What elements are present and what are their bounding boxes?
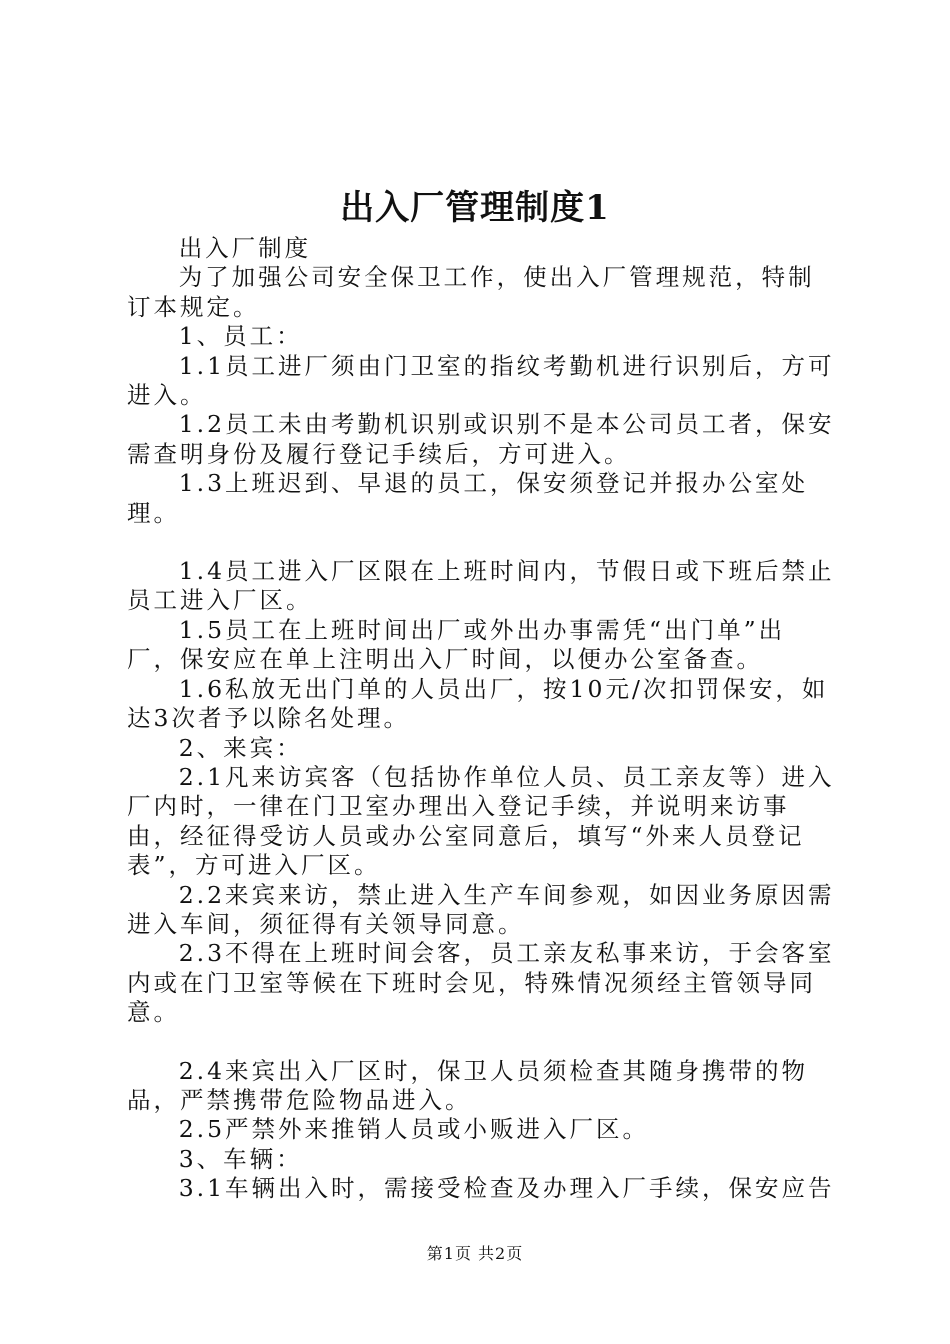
paragraph-intro: 为了加强公司安全保卫工作，使出入厂管理规范，特制订本规定。 bbox=[127, 263, 815, 321]
clause-1-5: 1.5员工在上班时间出厂或外出办事需凭“出门单”出厂，保安应在单上注明出入厂时间，以便办公室备查。 bbox=[127, 615, 786, 674]
section-heading-vehicles: 3、车辆： bbox=[178, 1144, 303, 1173]
clause-2-4: 2.4来宾出入厂区时，保卫人员须检查其随身携带的物品，严禁携带危险物品进入。 bbox=[127, 1056, 809, 1114]
clause-2-2: 2.2来宾来访，禁止进入生产车间参观，如因业务原因需进入车间，须征得有关领导同意。 bbox=[127, 880, 835, 938]
clause-3-1: 3.1车辆出入时，需接受检查及办理入厂手续，保安应告 bbox=[178, 1174, 835, 1203]
clause-1-1: 1.1员工进厂须由门卫室的指纹考勤机进行识别后，方可进入。 bbox=[127, 351, 835, 410]
section-heading-visitors: 2、来宾： bbox=[178, 733, 303, 762]
clause-2-3: 2.3不得在上班时间会客，员工亲友私事来访，于会客室内或在门卫室等候在下班时会见，特殊情况须经主管领导同意。 bbox=[127, 939, 835, 1027]
clause-1-4: 1.4员工进入厂区限在上班时间内，节假日或下班后禁止员工进入厂区。 bbox=[127, 557, 835, 615]
clause-1-2: 1.2员工未由考勤机识别或识别不是本公司员工者，保安需查明身份及履行登记手续后，方可进入。 bbox=[127, 410, 835, 468]
clause-2-1: 2.1凡来访宾客（包括协作单位人员、员工亲友等）进入厂内时，一律在门卫室办理出入登记手续，并说明来访事由，经征得受访人员或办公室同意后，填写“外来人员登记表”，方可进入厂区。 bbox=[127, 762, 835, 880]
section-heading-employees: 1、员工： bbox=[178, 322, 303, 351]
paragraph-heading: 出入厂制度 bbox=[178, 234, 312, 262]
document-title: 出入厂管理制度1 bbox=[340, 188, 610, 228]
document-body bbox=[127, 234, 835, 1204]
clause-1-6: 1.6私放无出门单的人员出厂，按10元/次扣罚保安，如达3次者予以除名处理。 bbox=[127, 674, 829, 733]
page-footer: 第1页 共2页 bbox=[426, 1244, 524, 1263]
clause-2-5: 2.5严禁外来推销人员或小贩进入厂区。 bbox=[178, 1115, 650, 1144]
clause-1-3: 1.3上班迟到、早退的员工，保安须登记并报办公室处理。 bbox=[127, 469, 809, 527]
